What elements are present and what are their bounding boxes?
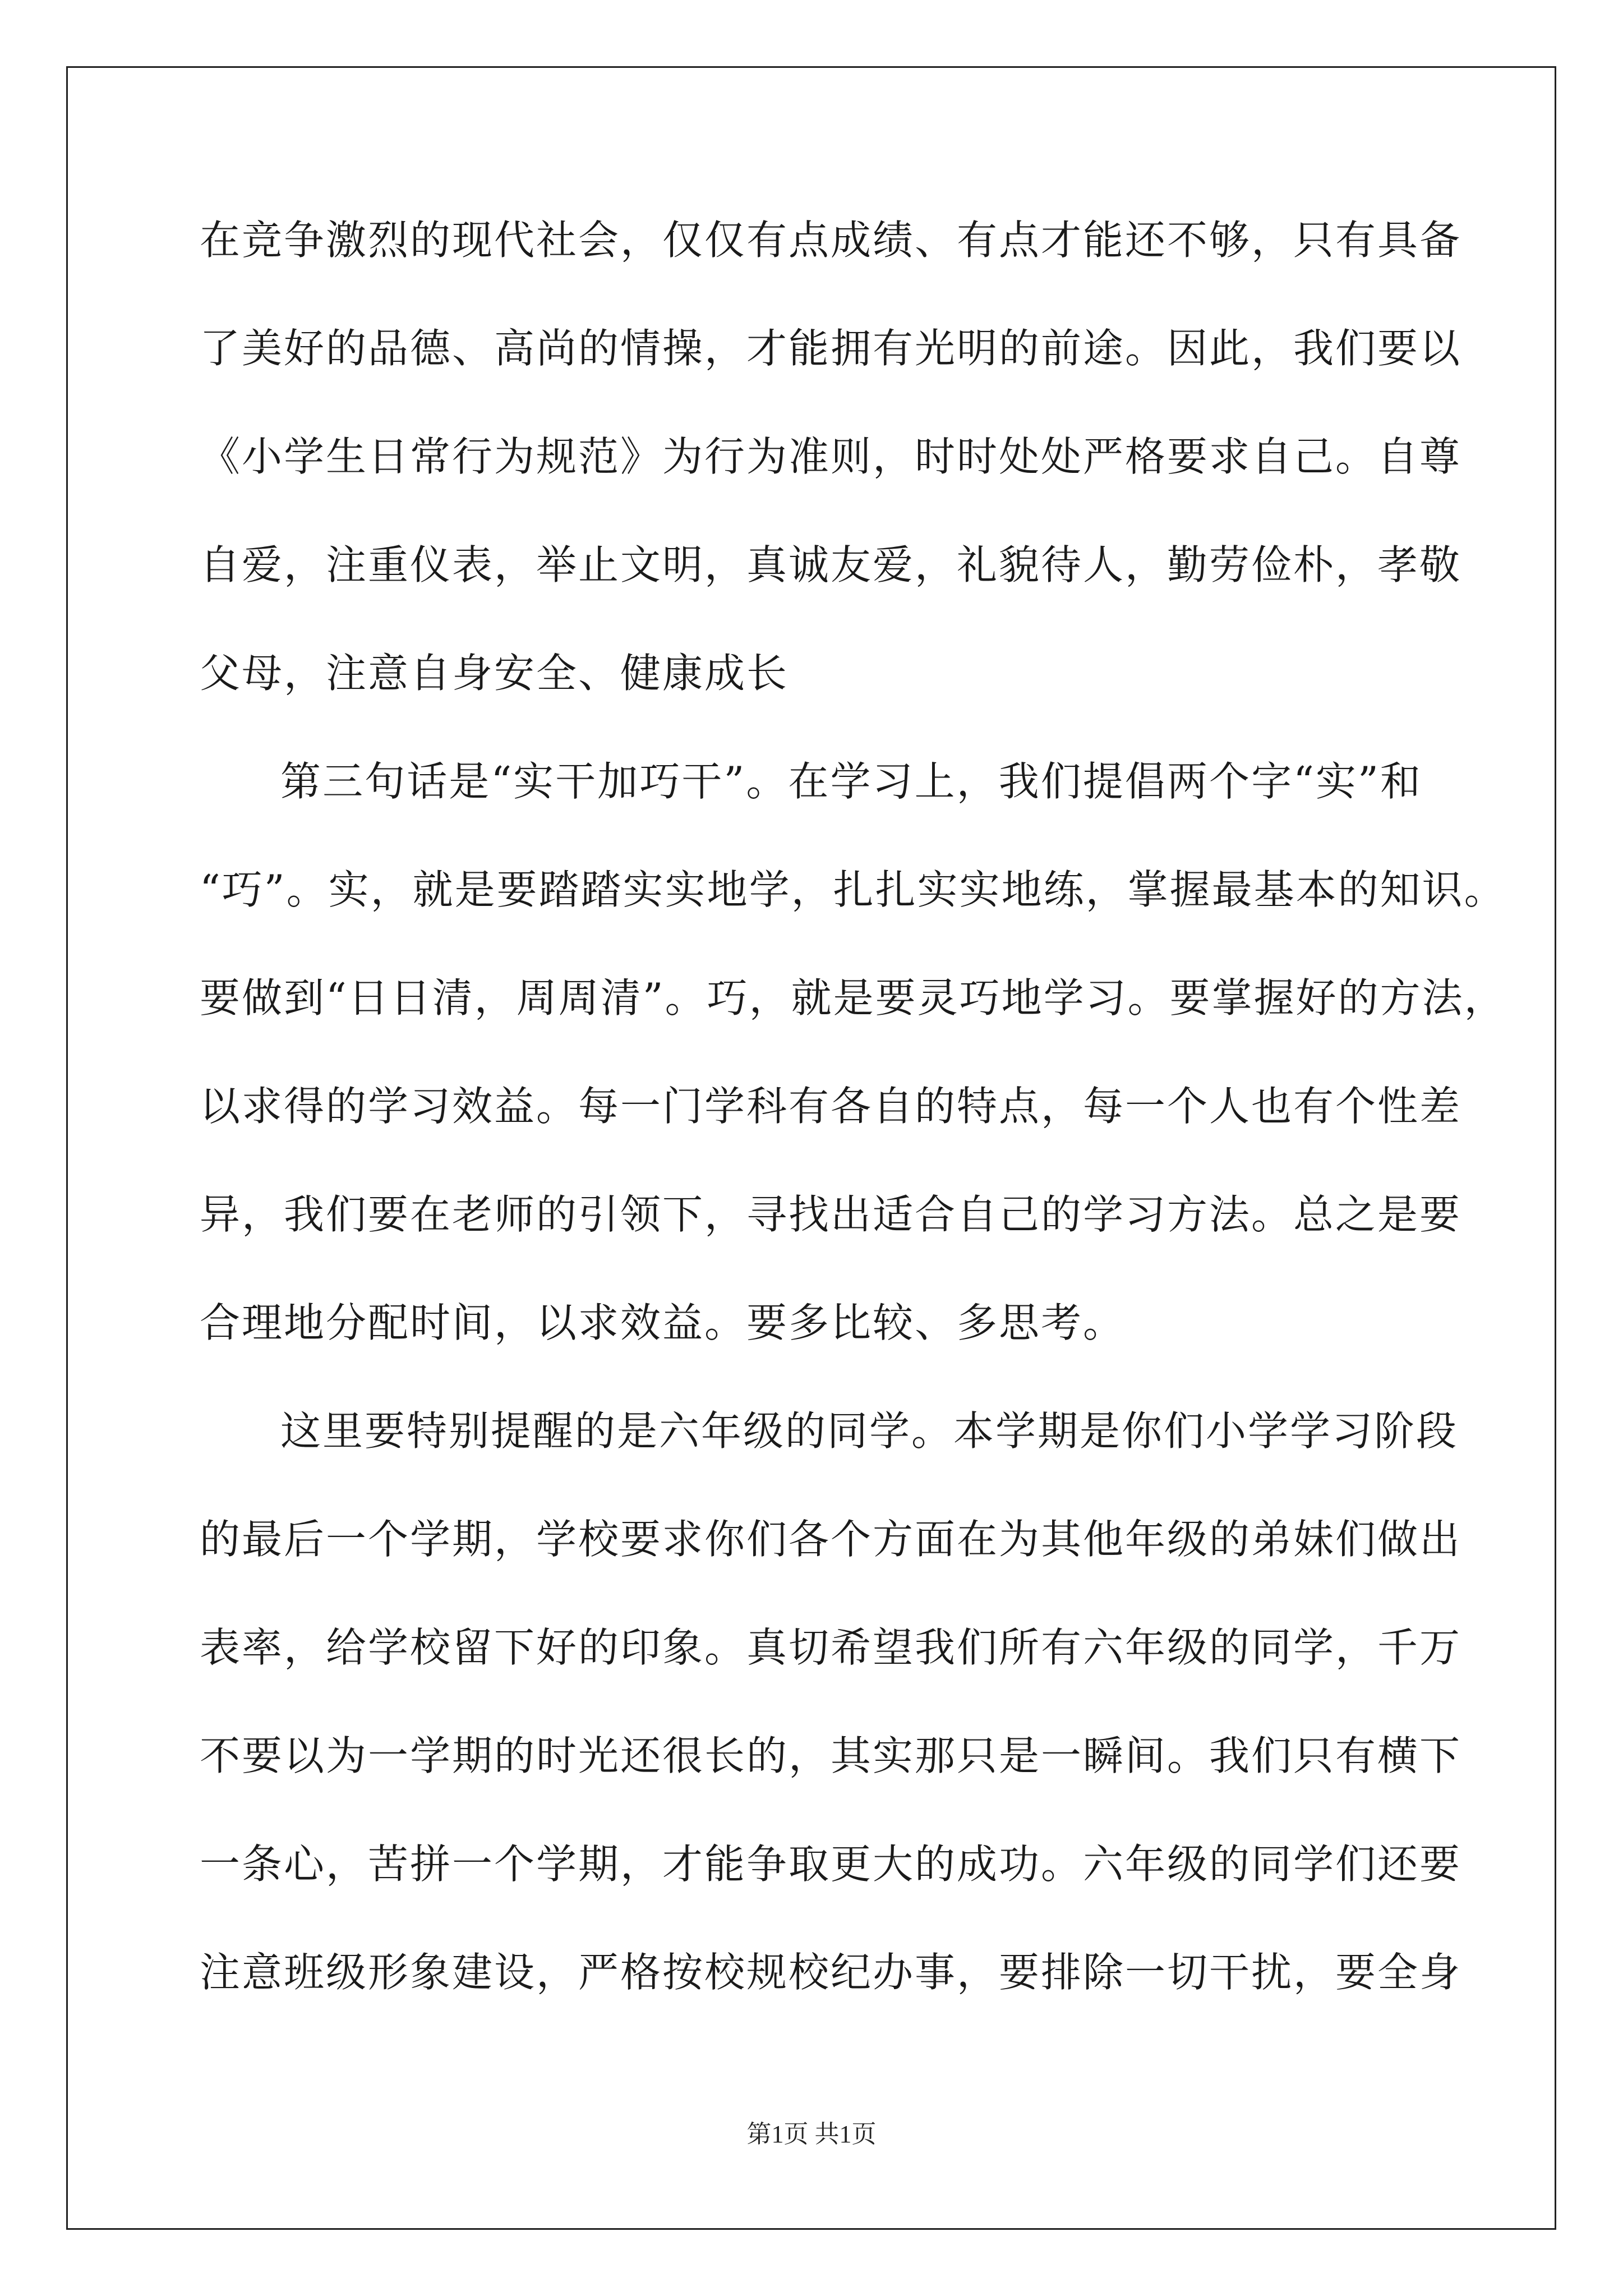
page-footer: 第1页 共1页 xyxy=(746,2120,877,2148)
text-line: 的最后一个学期，学校要求你们各个方面在为其他年级的弟妹们做出 xyxy=(200,1516,1462,1563)
paragraph-1 xyxy=(200,213,1462,754)
text-line: 自爱，注重仪表，举止文明，真诚友爱，礼貌待人，勤劳俭朴，孝敬 xyxy=(200,541,1462,588)
paragraph-2 xyxy=(200,754,1506,1404)
text-line: 合理地分配时间，以求效益。要多比较、多思考。 xyxy=(200,1299,1126,1346)
text-line: 要做到“日日清，周周清”。巧，就是要灵巧地学习。要掌握好的方法， xyxy=(200,974,1506,1022)
text-line: “巧”。实，就是要踏踏实实地学，扎扎实实地练，掌握最基本的知识。 xyxy=(200,866,1506,913)
text-line: 《小学生日常行为规范》为行为准则，时时处处严格要求自己。自尊 xyxy=(200,433,1462,480)
text-line: 父母，注意自身安全、健康成长 xyxy=(200,650,789,697)
text-line: 这里要特别提醒的是六年级的同学。本学期是你们小学学习阶段 xyxy=(280,1407,1459,1455)
text-line: 第三句话是“实干加巧干”。在学习上，我们提倡两个字“实”和 xyxy=(280,758,1422,805)
text-line: 在竞争激烈的现代社会，仅仅有点成绩、有点才能还不够，只有具备 xyxy=(200,217,1462,264)
document-body xyxy=(200,213,1506,2054)
text-line: 表率，给学校留下好的印象。真切希望我们所有六年级的同学，千万 xyxy=(200,1624,1462,1671)
text-line: 以求得的学习效益。每一门学科有各自的特点，每一个人也有个性差 xyxy=(200,1083,1462,1130)
paragraph-3 xyxy=(200,1404,1462,2054)
text-line: 一条心，苦拼一个学期，才能争取更大的成功。六年级的同学们还要 xyxy=(200,1841,1462,1888)
text-line: 注意班级形象建设，严格按校规校纪办事，要排除一切干扰，要全身 xyxy=(200,1949,1462,1996)
text-line: 不要以为一学期的时光还很长的，其实那只是一瞬间。我们只有横下 xyxy=(200,1732,1462,1779)
text-line: 异，我们要在老师的引领下，寻找出适合自己的学习方法。总之是要 xyxy=(200,1191,1462,1238)
text-line: 了美好的品德、高尚的情操，才能拥有光明的前途。因此，我们要以 xyxy=(200,325,1462,372)
